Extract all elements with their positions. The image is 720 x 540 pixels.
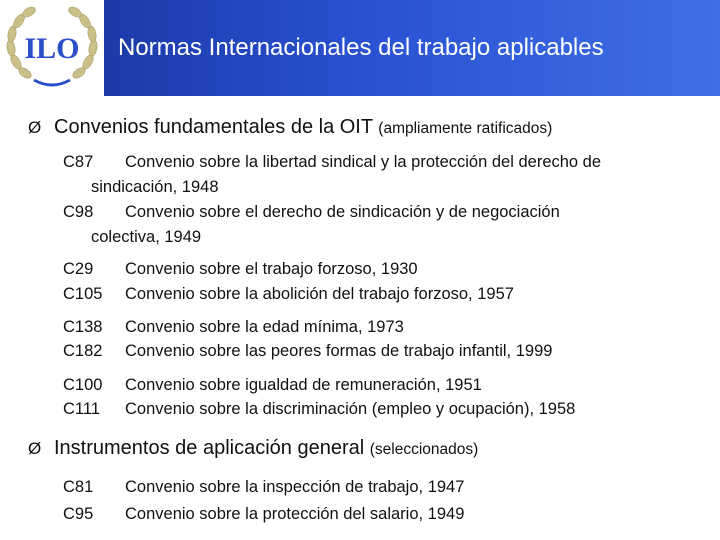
section-heading — [28, 116, 552, 139]
convention-text: Convenio sobre la abolición del trabajo forzoso, 1957 — [125, 285, 514, 303]
heading-text: Instrumentos de aplicación general — [54, 437, 365, 459]
heading-note: (ampliamente ratificados) — [378, 120, 553, 137]
heading-text: Convenios fundamentales de la OIT — [54, 116, 373, 138]
list-item — [63, 260, 418, 279]
convention-code: C105 — [63, 285, 103, 303]
section-heading — [28, 437, 478, 460]
convention-text: Convenio sobre el derecho de sindicación y de negociación — [125, 203, 560, 221]
list-item — [63, 478, 464, 497]
ilo-logo — [0, 0, 104, 96]
convention-text: Convenio sobre la discriminación (empleo y ocupación), 1958 — [125, 400, 576, 418]
page-title: Normas Internacionales del trabajo aplicables — [118, 34, 604, 61]
convention-text: Convenio sobre la edad mínima, 1973 — [125, 318, 404, 336]
list-item — [63, 203, 560, 222]
convention-text-continued: sindicación, 1948 — [91, 178, 219, 196]
convention-text: Convenio sobre las peores formas de trabajo infantil, 1999 — [125, 342, 553, 360]
list-item — [63, 376, 482, 395]
convention-code: C95 — [63, 505, 94, 523]
convention-code: C111 — [63, 400, 100, 418]
heading-note: (seleccionados) — [369, 441, 479, 458]
list-item — [63, 318, 404, 337]
convention-code: C29 — [63, 260, 94, 278]
list-item — [63, 400, 575, 419]
svg-text:ILO: ILO — [24, 32, 80, 65]
convention-code: C98 — [63, 203, 94, 221]
convention-code: C87 — [63, 153, 94, 171]
list-item — [63, 153, 601, 172]
arrow-bullet-icon: Ø — [28, 118, 42, 137]
convention-text: Convenio sobre el trabajo forzoso, 1930 — [125, 260, 418, 278]
convention-code: C138 — [63, 318, 103, 336]
convention-text: Convenio sobre igualdad de remuneración, 1951 — [125, 376, 482, 394]
convention-code: C100 — [63, 376, 103, 394]
arrow-bullet-icon: Ø — [28, 439, 42, 458]
ilo-laurel-wreath-logo-icon — [0, 0, 104, 96]
convention-code: C182 — [63, 342, 103, 360]
convention-text-continued: colectiva, 1949 — [91, 228, 202, 246]
title-bar — [104, 0, 720, 96]
convention-text: Convenio sobre la protección del salario, 1949 — [125, 505, 465, 523]
convention-text: Convenio sobre la libertad sindical y la protección del derecho de — [125, 153, 602, 171]
list-item — [63, 342, 552, 361]
convention-code: C81 — [63, 478, 94, 496]
convention-text: Convenio sobre la inspección de trabajo, 1947 — [125, 478, 465, 496]
list-item — [63, 505, 464, 524]
list-item — [63, 285, 514, 304]
